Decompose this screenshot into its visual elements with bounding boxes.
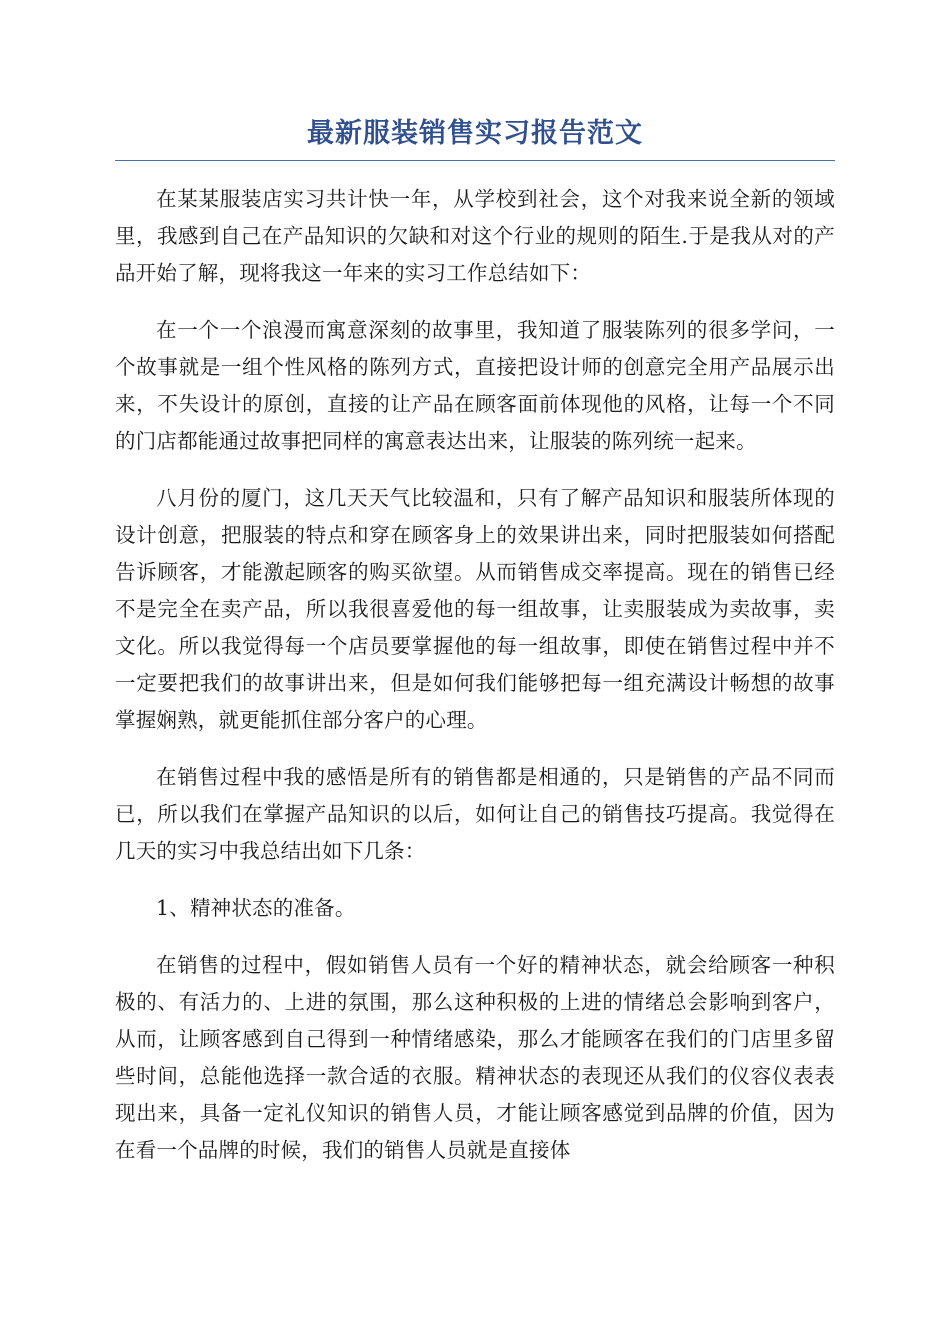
paragraph-mental-state: 在销售的过程中，假如销售人员有一个好的精神状态，就会给顾客一种积极的、有活力的、上进的氛围，那么这种积极的上进的情绪总会影响到客户，从而，让顾客感到自己得到一种情绪感染，那么才能顾客在我们的门店里多留些时间，总能他选择一款合适的衣服。精神状态的表现还从我们的仪容仪表表现出来，具备一定礼仪知识的销售人员，才能让顾客感觉到品牌的价值，因为在看一个品牌的时候，我们的销售人员就是直接体: [115, 953, 835, 1162]
paragraph-intro: 在某某服装店实习共计快一年，从学校到社会，这个对我来说全新的领域里，我感到自己在产品知识的欠缺和对这个行业的规则的陌生.于是我从对的产品开始了解，现将我这一年来的实习工作总结如下：: [115, 187, 835, 285]
section-heading-mental-state: 1、精神状态的准备。: [156, 896, 356, 920]
document-body: [115, 181, 835, 1169]
paragraph-display-story: 在一个一个浪漫而寓意深刻的故事里，我知道了服装陈列的很多学问，一个故事就是一组个性风格的陈列方式，直接把设计师的创意完全用产品展示出来，不失设计的原创，直接的让产品在顾客面前体现他的风格，让每一个不同的门店都能通过故事把同样的寓意表达出来，让服装的陈列统一起来。: [115, 318, 835, 453]
paragraph-sales-insight: 在销售过程中我的感悟是所有的销售都是相通的，只是销售的产品不同而已，所以我们在掌握产品知识的以后，如何让自己的销售技巧提高。我觉得在几天的实习中我总结出如下几条：: [115, 765, 835, 863]
document-title: 最新服装销售实习报告范文: [115, 110, 835, 161]
document-page: [115, 110, 835, 1189]
paragraph-xiamen-august: 八月份的厦门，这几天天气比较温和，只有了解产品知识和服装所体现的设计创意，把服装的特点和穿在顾客身上的效果讲出来，同时把服装如何搭配告诉顾客，才能激起顾客的购买欲望。从而销售成交率提高。现在的销售已经不是完全在卖产品，所以我很喜爱他的每一组故事，让卖服装成为卖故事，卖文化。所以我觉得每一个店员要掌握他的每一组故事，即使在销售过程中并不一定要把我们的故事讲出来，但是如何我们能够把每一组充满设计畅想的故事掌握娴熟，就更能抓住部分客户的心理。: [115, 486, 835, 732]
